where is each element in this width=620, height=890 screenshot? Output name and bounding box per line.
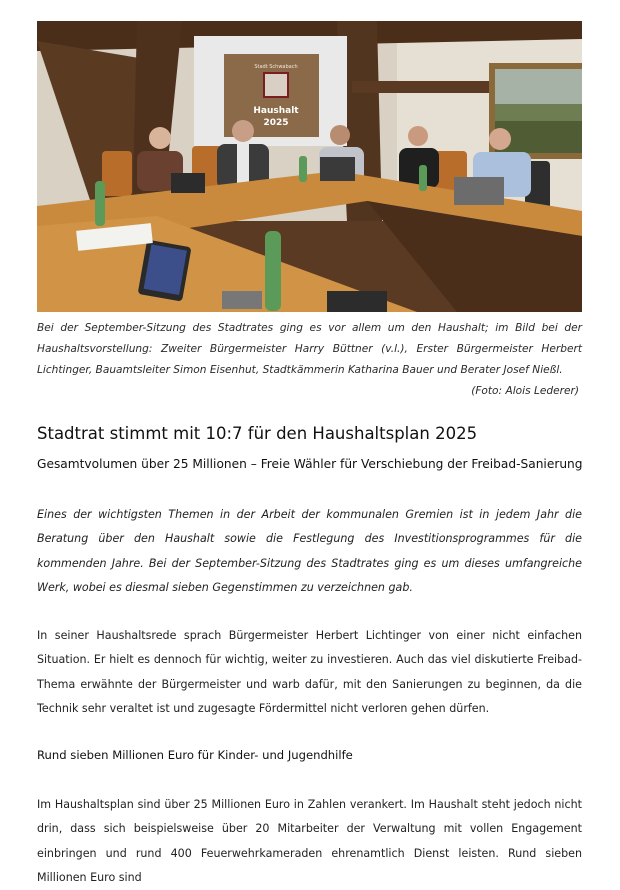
article-title: Stadtrat stimmt mit 10:7 für den Haushaltsplan 2025	[37, 424, 478, 443]
body-paragraph-1: In seiner Haushaltsrede sprach Bürgermeister Herbert Lichtinger von einer nicht einfachen Situation. Er hielt es dennoch für wichtig, weiter zu investieren. Auch das viel diskutierte Freibad-Thema erwähnte der Bürgermeister und warb dafür, mit den Sanierungen zu beginnen, da die Technik sehr veraltet ist und zugesagte Fördermittel nicht verloren gehen dürfen.	[37, 629, 582, 715]
photo-caption	[37, 318, 582, 402]
article-subtitle: Gesamtvolumen über 25 Millionen – Freie Wähler für Verschiebung der Freibad-Sanierung	[37, 457, 583, 471]
screen-year-label: 2025	[263, 118, 289, 128]
photo-credit: (Foto: Alois Lederer)	[471, 385, 579, 397]
council-meeting-photo	[37, 21, 582, 312]
screen-haushalt-label: Haushalt	[253, 106, 299, 116]
caption-text: Bei der September-Sitzung des Stadtrates ging es vor allem um den Haushalt; im Bild bei der Haushaltsvorstellung: Zweiter Bürgermeister Harry Büttner (v.l.), Erster Bürgermeister Herbert Lichtinger, Bauamtsleiter Simon Eisenhut, Stadtkämmerin Katharina Bauer und Berater Josef Nießl.	[37, 322, 582, 376]
section-heading: Rund sieben Millionen Euro für Kinder- und Jugendhilfe	[37, 748, 353, 762]
screen-city-name: Stadt Schwabach	[254, 64, 298, 70]
body-paragraph-2: Im Haushaltsplan sind über 25 Millionen Euro in Zahlen verankert. Im Haushalt steht jedoch nicht drin, dass sich beispielsweise über 20 Mitarbeiter der Verwaltung mit vollen Engagement einbringen und rund 400 Feuerwehrkameraden ehrenamtlich Dienst leisten. Rund sieben Millionen Euro sind	[37, 798, 582, 884]
intro-paragraph: Eines der wichtigsten Themen in der Arbeit der kommunalen Gremien ist in jedem Jahr die Beratung über den Haushalt sowie die Festlegung des Investitionsprogrammes für die kommenden Jahre. Bei der September-Sitzung des Stadtrates ging es um dieses umfangreiche Werk, wobei es diesmal sieben Gegenstimmen zu verzeichnen gab.	[37, 508, 582, 594]
